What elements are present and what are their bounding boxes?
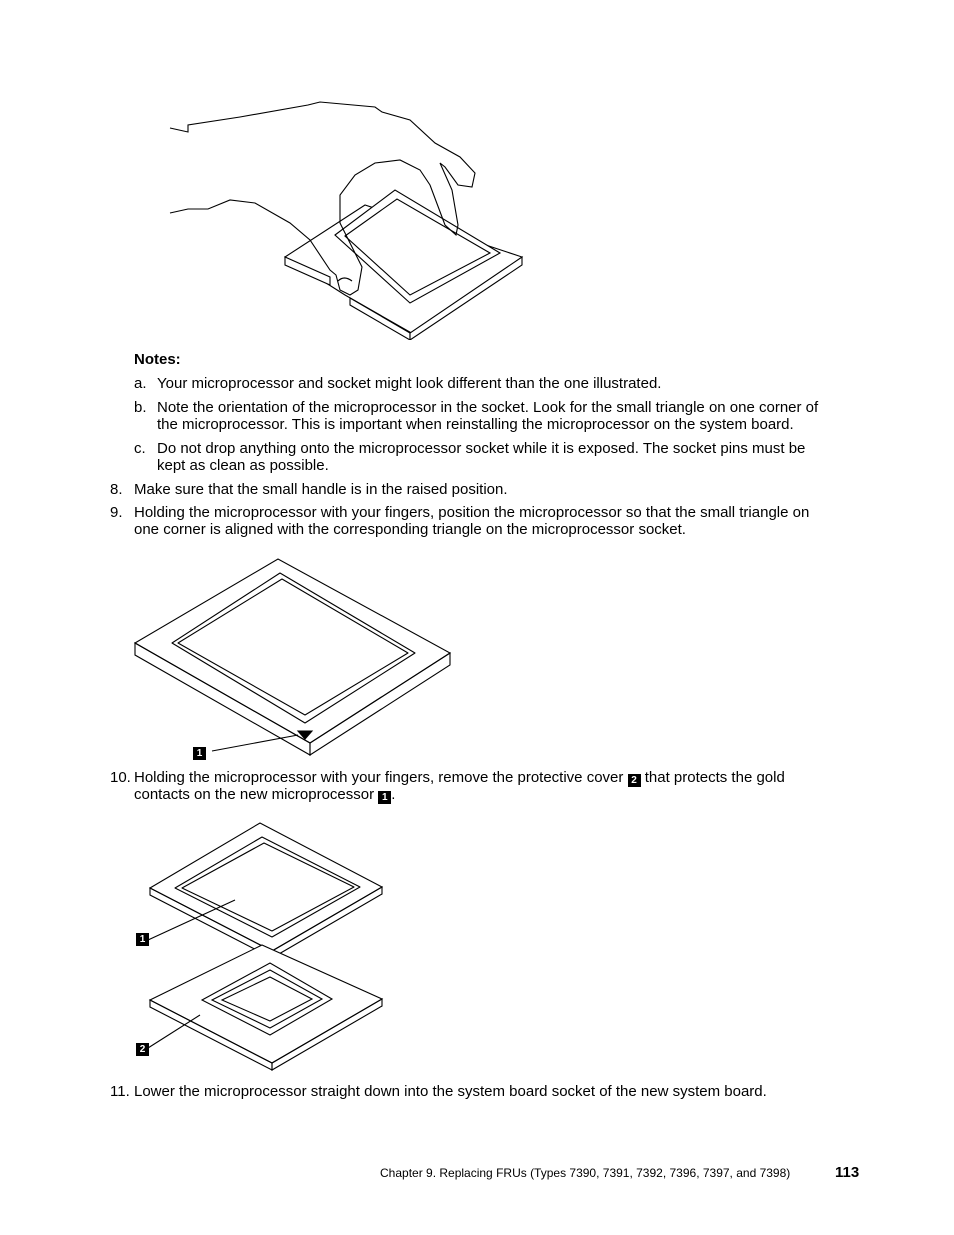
step-10-marker: 10.: [110, 769, 131, 786]
note-c-line2: kept as clean as possible.: [157, 457, 329, 474]
figure-hand-microprocessor: [160, 95, 540, 340]
figure2-callout-1: 1: [193, 747, 206, 760]
figure-microprocessor-cover: [130, 815, 390, 1080]
step-9-marker: 9.: [110, 504, 123, 521]
step-10-line1a: Holding the microprocessor with your fingers, remove the protective cover: [134, 769, 624, 786]
step-8-text: Make sure that the small handle is in the raised position.: [134, 481, 508, 498]
figure-microprocessor-triangle: [130, 555, 460, 765]
step-11-marker: 11.: [110, 1083, 130, 1100]
step-9-line1: Holding the microprocessor with your fingers, position the microprocessor so that the small triangle on: [134, 504, 810, 521]
step-11-text: Lower the microprocessor straight down into the system board socket of the new system board.: [134, 1083, 767, 1100]
step-10-callout-2: 2: [628, 774, 641, 787]
note-a-text: Your microprocessor and socket might look different than the one illustrated.: [157, 375, 662, 392]
step-10-line1b: that protects the gold: [644, 769, 785, 786]
step-10-line2: [134, 786, 395, 804]
step-10-line1: [134, 769, 785, 787]
notes-title: Notes:: [134, 351, 181, 368]
figure3-callout-2: 2: [136, 1043, 149, 1056]
step-10-line2a: contacts on the new microprocessor: [134, 786, 375, 803]
step-10-line2b: .: [391, 786, 396, 803]
step-8-marker: 8.: [110, 481, 123, 498]
note-a-marker: a.: [134, 375, 147, 392]
footer-chapter: Chapter 9. Replacing FRUs (Types 7390, 7391, 7392, 7396, 7397, and 7398): [380, 1166, 791, 1180]
note-b-line2: the microprocessor. This is important when reinstalling the microprocessor on the system board.: [157, 416, 794, 433]
note-b-line1: Note the orientation of the microprocessor in the socket. Look for the small triangle on one corner of: [157, 399, 819, 416]
step-9-line2: one corner is aligned with the corresponding triangle on the microprocessor socket.: [134, 521, 686, 538]
figure3-callout-1: 1: [136, 933, 149, 946]
page-number: 113: [835, 1164, 860, 1181]
note-c-line1: Do not drop anything onto the microprocessor socket while it is exposed. The socket pins must be: [157, 440, 806, 457]
note-c-marker: c.: [134, 440, 146, 457]
note-b-marker: b.: [134, 399, 147, 416]
step-10-callout-1: 1: [378, 791, 391, 804]
